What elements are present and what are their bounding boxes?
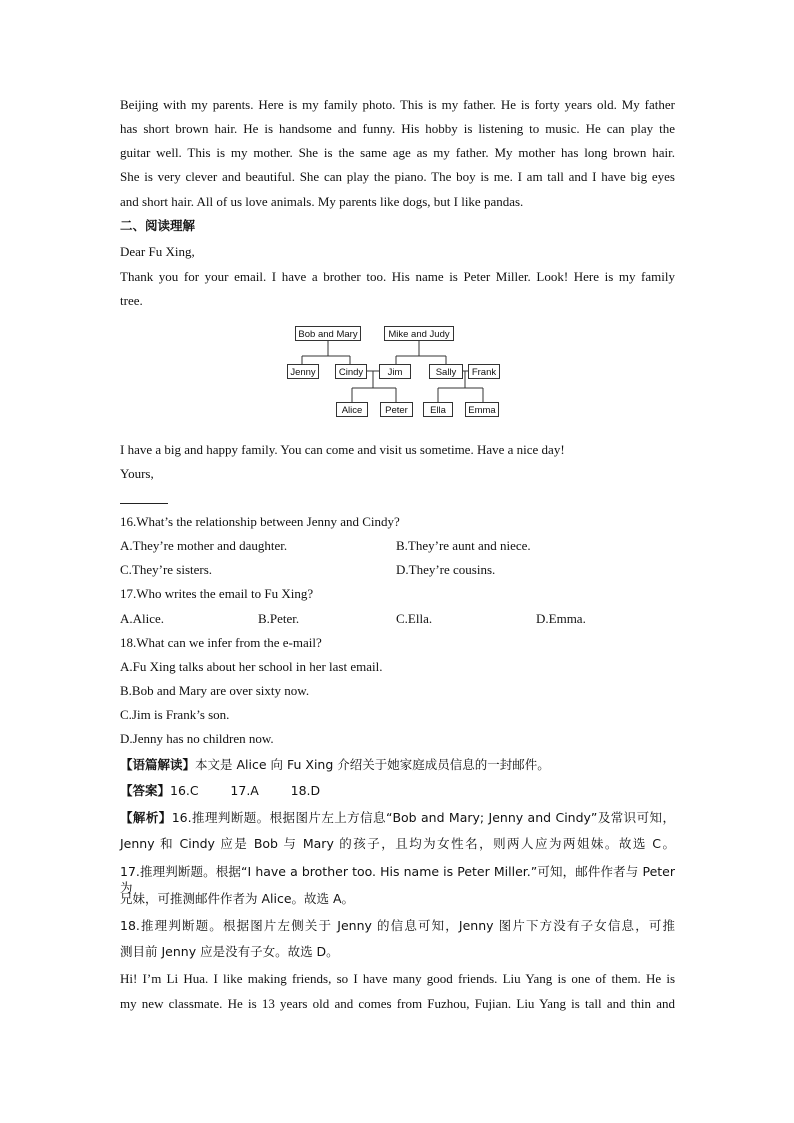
passage-line: my new classmate. He is 13 years old and comes from Fuzhou, Fujian. Liu Yang is tall and thin and (120, 996, 675, 1011)
question-option: D.They’re cousins. (396, 562, 496, 577)
question-option: A.Fu Xing talks about her school in her last email. (120, 659, 383, 674)
passage-line: has short brown hair. He is handsome and funny. His hobby is listening to music. He can play the (120, 121, 675, 136)
letter-greeting: Dear Fu Xing, (120, 244, 195, 259)
explanation-line: 兄妹，可推测邮件作者为 Alice。故选 A。 (120, 891, 355, 906)
question-option: B.Peter. (258, 611, 300, 626)
answer-line (120, 783, 320, 799)
answer-label: 【答案】 (120, 783, 171, 798)
letter-body-line: Thank you for your email. I have a brother too. His name is Peter Miller. Look! Here is my family (120, 269, 675, 284)
question-stem: 16.What’s the relationship between Jenny and Cindy? (120, 514, 400, 529)
tree-node-ella: Ella (423, 402, 453, 417)
passage-line: Beijing with my parents. Here is my family photo. This is my father. He is forty years old. My father (120, 97, 675, 112)
passage-line: and short hair. All of us love animals. My parents like dogs, but I like pandas. (120, 194, 524, 209)
tree-node-sally: Sally (429, 364, 463, 379)
tree-node-cindy: Cindy (335, 364, 367, 379)
section-title: 二、阅读理解 (120, 218, 196, 233)
signature-blank-line (120, 503, 168, 504)
explanation-line: Jenny 和 Cindy 应是 Bob 与 Mary 的孩子，且均为女性名，则两人应为两姐妹。故选 C。 (120, 836, 675, 851)
explanation-line: 17.推理判断题。根据“I have a brother too. His name is Peter Miller.”可知，邮件作者与 Peter 为 (120, 864, 675, 895)
letter-signoff: Yours, (120, 466, 154, 481)
passage-line: guitar well. This is my mother. She is the same age as my father. My mother has long brown hair. (120, 145, 675, 160)
question-option: C.Ella. (396, 611, 433, 626)
letter-closing: I have a big and happy family. You can come and visit us sometime. Have a nice day! (120, 442, 565, 457)
family-tree-figure (280, 320, 520, 425)
question-option: A.Alice. (120, 611, 165, 626)
answer-text: 16.C 17.A 18.D (170, 783, 321, 798)
explanation-text: 16.推理判断题。根据图片左上方信息“Bob and Mary; Jenny and Cindy”及常识可知， (171, 810, 675, 825)
summary-line (120, 757, 550, 773)
question-stem: 18.What can we infer from the e-mail? (120, 635, 322, 650)
question-option: D.Jenny has no children now. (120, 731, 274, 746)
tree-node-grandparents-right: Mike and Judy (384, 326, 454, 341)
summary-label: 【语篇解读】 (120, 757, 196, 772)
letter-body-line: tree. (120, 293, 143, 308)
tree-node-emma: Emma (465, 402, 499, 417)
question-option: B.Bob and Mary are over sixty now. (120, 683, 310, 698)
explanation-line: 测目前 Jenny 应是没有子女。故选 D。 (120, 944, 339, 959)
passage-line: She is very clever and beautiful. She can play the piano. The boy is me. I am tall and I have big eyes (120, 169, 675, 184)
question-option: A.They’re mother and daughter. (120, 538, 288, 553)
passage-line: Hi! I’m Li Hua. I like making friends, so I have many good friends. Liu Yang is one of them. He is (120, 971, 675, 986)
tree-node-jim: Jim (379, 364, 411, 379)
tree-node-frank: Frank (468, 364, 500, 379)
tree-node-jenny: Jenny (287, 364, 319, 379)
summary-text: 本文是 Alice 向 Fu Xing 介绍关于她家庭成员信息的一封邮件。 (195, 757, 550, 772)
tree-node-peter: Peter (380, 402, 413, 417)
question-stem: 17.Who writes the email to Fu Xing? (120, 586, 314, 601)
question-option: D.Emma. (536, 611, 586, 626)
question-option: C.Jim is Frank’s son. (120, 707, 230, 722)
explanation-label: 【解析】 (120, 810, 172, 825)
question-option: C.They’re sisters. (120, 562, 213, 577)
explanation-line: 18.推理判断题。根据图片左侧关于 Jenny 的信息可知，Jenny 图片下方没有子女信息，可推 (120, 918, 675, 933)
question-option: B.They’re aunt and niece. (396, 538, 531, 553)
tree-node-grandparents-left: Bob and Mary (295, 326, 361, 341)
explanation-line (120, 810, 675, 826)
tree-node-alice: Alice (336, 402, 368, 417)
